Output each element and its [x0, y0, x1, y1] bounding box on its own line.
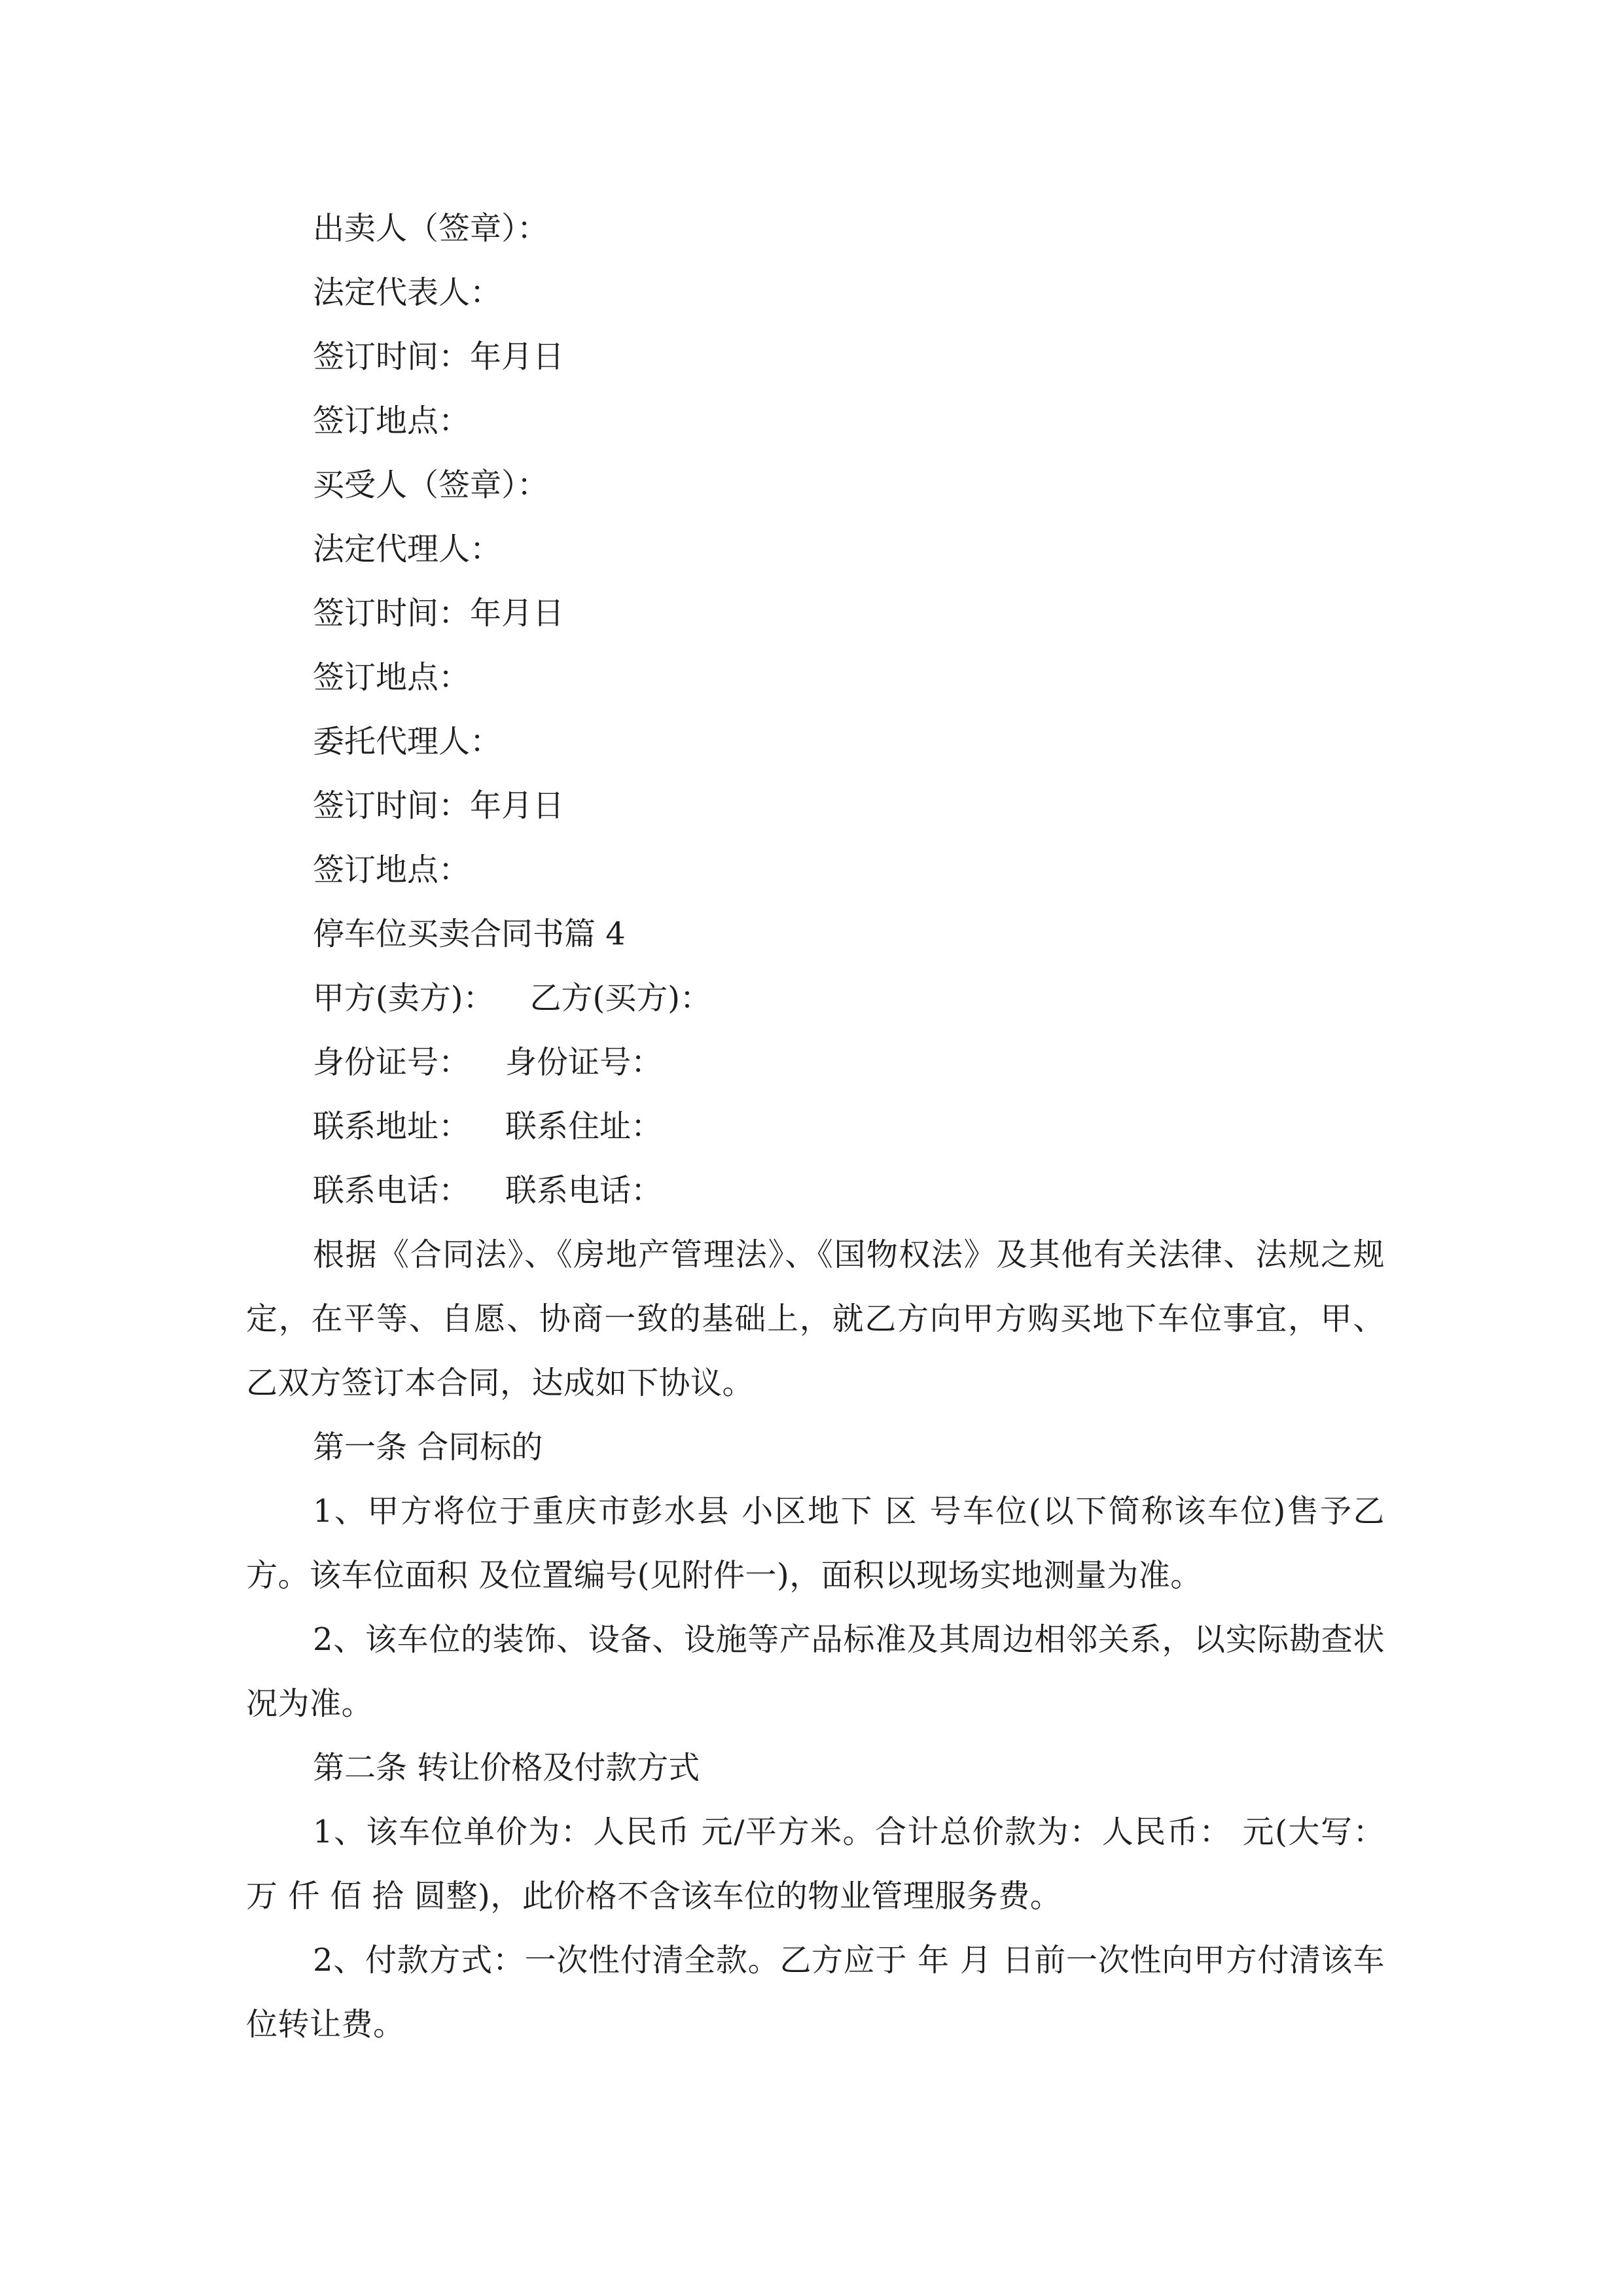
party-a-label: 甲方(卖方)： — [313, 980, 495, 1016]
parties-line — [246, 966, 1385, 1030]
id-number-line — [246, 1030, 1385, 1094]
document-body — [246, 196, 1385, 2056]
article-1-title: 第一条 合同标的 — [313, 1429, 543, 1465]
article-2-clause-2: 2、付款方式：一次性付清全款。乙方应于 年 月 日前一次性向甲方付清该车位转让费。 — [246, 1942, 1385, 2043]
intro-paragraph: 根据《合同法》、《房地产管理法》、《国物权法》及其他有关法律、法规之规定，在平等、自愿、协商一致的基础上，就乙方向甲方购买地下车位事宜，甲、乙双方签订本合同，达成如下协议。 — [246, 1236, 1385, 1401]
party-b-id-label: 身份证号： — [505, 1044, 663, 1081]
seller-legal-rep-line: 法定代表人： — [313, 274, 502, 311]
agent-sign-time-line: 签订时间：年月日 — [313, 787, 565, 824]
address-line — [246, 1094, 1385, 1158]
article-2-clause-1: 1、该车位单价为：人民币 元/平方米。合计总价款为：人民币： 元(大写：万 仟 佰 拾 圆整)，此价格不含该车位的物业管理服务费。 — [246, 1814, 1385, 1914]
party-b-label: 乙方(买方)： — [529, 980, 711, 1016]
contract-title: 停车位买卖合同书篇 4 — [313, 916, 626, 952]
entrusted-agent-line: 委托代理人： — [313, 723, 502, 760]
phone-line — [246, 1158, 1385, 1223]
article-1-clause-2: 2、该车位的装饰、设备、设施等产品标准及其周边相邻关系，以实际勘查状况为准。 — [246, 1621, 1385, 1722]
buyer-signature-line: 买受人（签章）： — [313, 467, 549, 503]
buyer-legal-agent-line: 法定代理人： — [313, 531, 502, 567]
party-b-address-label: 联系住址： — [505, 1108, 663, 1145]
seller-sign-place-line: 签订地点： — [313, 403, 471, 439]
seller-signature-line: 出卖人（签章）： — [313, 210, 549, 247]
seller-sign-time-line: 签订时间：年月日 — [313, 338, 565, 375]
party-a-address-label: 联系地址： — [313, 1108, 471, 1145]
article-1-clause-1: 1、甲方将位于重庆市彭水县 小区地下 区 号车位(以下简称该车位)售予乙方。该车位面积 及位置编号(见附件一)，面积以现场实地测量为准。 — [246, 1493, 1385, 1594]
party-a-id-label: 身份证号： — [313, 1044, 471, 1081]
party-a-phone-label: 联系电话： — [313, 1172, 471, 1209]
buyer-sign-place-line: 签订地点： — [313, 659, 471, 696]
agent-sign-place-line: 签订地点： — [313, 852, 471, 888]
article-2-title: 第二条 转让价格及付款方式 — [313, 1749, 700, 1786]
buyer-sign-time-line: 签订时间：年月日 — [313, 595, 565, 632]
party-b-phone-label: 联系电话： — [505, 1172, 663, 1209]
